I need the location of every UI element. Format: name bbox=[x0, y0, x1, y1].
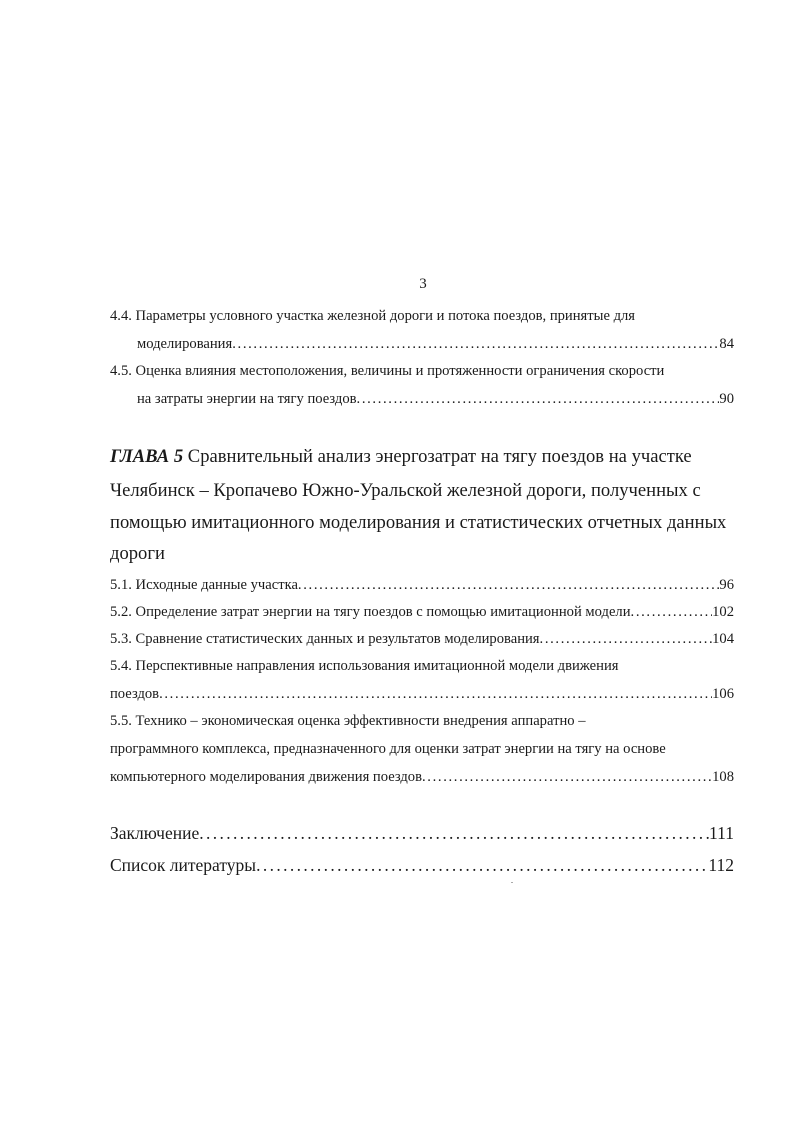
toc-item-5-2-page: 102 bbox=[712, 604, 734, 620]
toc-references-text: Список литературы bbox=[110, 855, 257, 875]
toc-references-page: 112 bbox=[708, 855, 734, 875]
chapter-5-heading-line3: помощью имитационного моделирования и статистических отчетных данных bbox=[110, 512, 727, 533]
toc-item-4-4-line2[interactable] bbox=[137, 334, 734, 354]
toc-item-5-4-page: 106 bbox=[712, 686, 734, 702]
toc-item-5-5-page: 108 bbox=[712, 769, 734, 785]
toc-item-5-1-page: 96 bbox=[719, 577, 734, 593]
toc-item-5-4-text: поездов bbox=[110, 686, 160, 702]
toc-item-5-1-text: 5.1. Исходные данные участка bbox=[110, 577, 298, 593]
toc-references[interactable] bbox=[110, 853, 734, 877]
toc-item-5-4-line1: 5.4. Перспективные направления использования имитационной модели движения bbox=[110, 658, 619, 674]
dot-leader bbox=[298, 575, 719, 595]
scan-speck bbox=[511, 882, 513, 883]
chapter-5-heading-line2: Челябинск – Кропачево Южно-Уральской железной дороги, полученных с bbox=[110, 480, 701, 501]
toc-item-5-2[interactable] bbox=[110, 602, 734, 622]
toc-item-4-4-text: моделирования bbox=[137, 336, 233, 352]
dot-leader bbox=[631, 602, 713, 622]
toc-item-5-3[interactable] bbox=[110, 629, 734, 649]
toc-item-5-3-page: 104 bbox=[712, 631, 734, 647]
toc-item-4-5-text: на затраты энергии на тягу поездов bbox=[137, 391, 357, 407]
toc-conclusion[interactable] bbox=[110, 821, 734, 845]
toc-item-4-5-line1: 4.5. Оценка влияния местоположения, величины и протяженности ограничения скорости bbox=[110, 363, 665, 379]
toc-item-4-5-line2[interactable] bbox=[137, 389, 734, 409]
toc-item-5-4-line2[interactable] bbox=[110, 684, 734, 704]
dot-leader bbox=[422, 767, 712, 787]
toc-item-5-5-line3[interactable] bbox=[110, 767, 734, 787]
toc-item-5-2-text: 5.2. Определение затрат энергии на тягу поездов с помощью имитационной модели bbox=[110, 604, 631, 620]
toc-item-5-5-text: компьютерного моделирования движения поездов bbox=[110, 769, 422, 785]
dot-leader bbox=[256, 853, 708, 877]
dot-leader bbox=[232, 334, 719, 354]
toc-conclusion-page: 111 bbox=[709, 823, 734, 843]
chapter-5-heading-line1 bbox=[110, 444, 750, 470]
toc-item-4-4-page: 84 bbox=[719, 336, 734, 352]
toc-item-5-3-text: 5.3. Сравнение статистических данных и результатов моделирования bbox=[110, 631, 540, 647]
page-number: 3 bbox=[419, 276, 427, 292]
toc-item-5-5-line1: 5.5. Технико – экономическая оценка эффективности внедрения аппаратно – bbox=[110, 713, 586, 729]
toc-item-4-4-line1: 4.4. Параметры условного участка железной дороги и потока поездов, принятые для bbox=[110, 308, 635, 324]
toc-item-5-5-line2: программного комплекса, предназначенного для оценки затрат энергии на тягу на основе bbox=[110, 741, 666, 757]
toc-conclusion-text: Заключение bbox=[110, 823, 200, 843]
dot-leader bbox=[199, 821, 709, 845]
toc-item-5-1[interactable] bbox=[110, 575, 734, 595]
dot-leader bbox=[540, 629, 713, 649]
dot-leader bbox=[159, 684, 712, 704]
chapter-5-heading-line4: дороги bbox=[110, 543, 165, 564]
toc-item-4-5-page: 90 bbox=[719, 391, 734, 407]
dot-leader bbox=[357, 389, 720, 409]
chapter-5-title-part1: Сравнительный анализ энергозатрат на тягу поездов на участке bbox=[183, 446, 692, 467]
chapter-5-label: ГЛАВА 5 bbox=[110, 446, 184, 467]
